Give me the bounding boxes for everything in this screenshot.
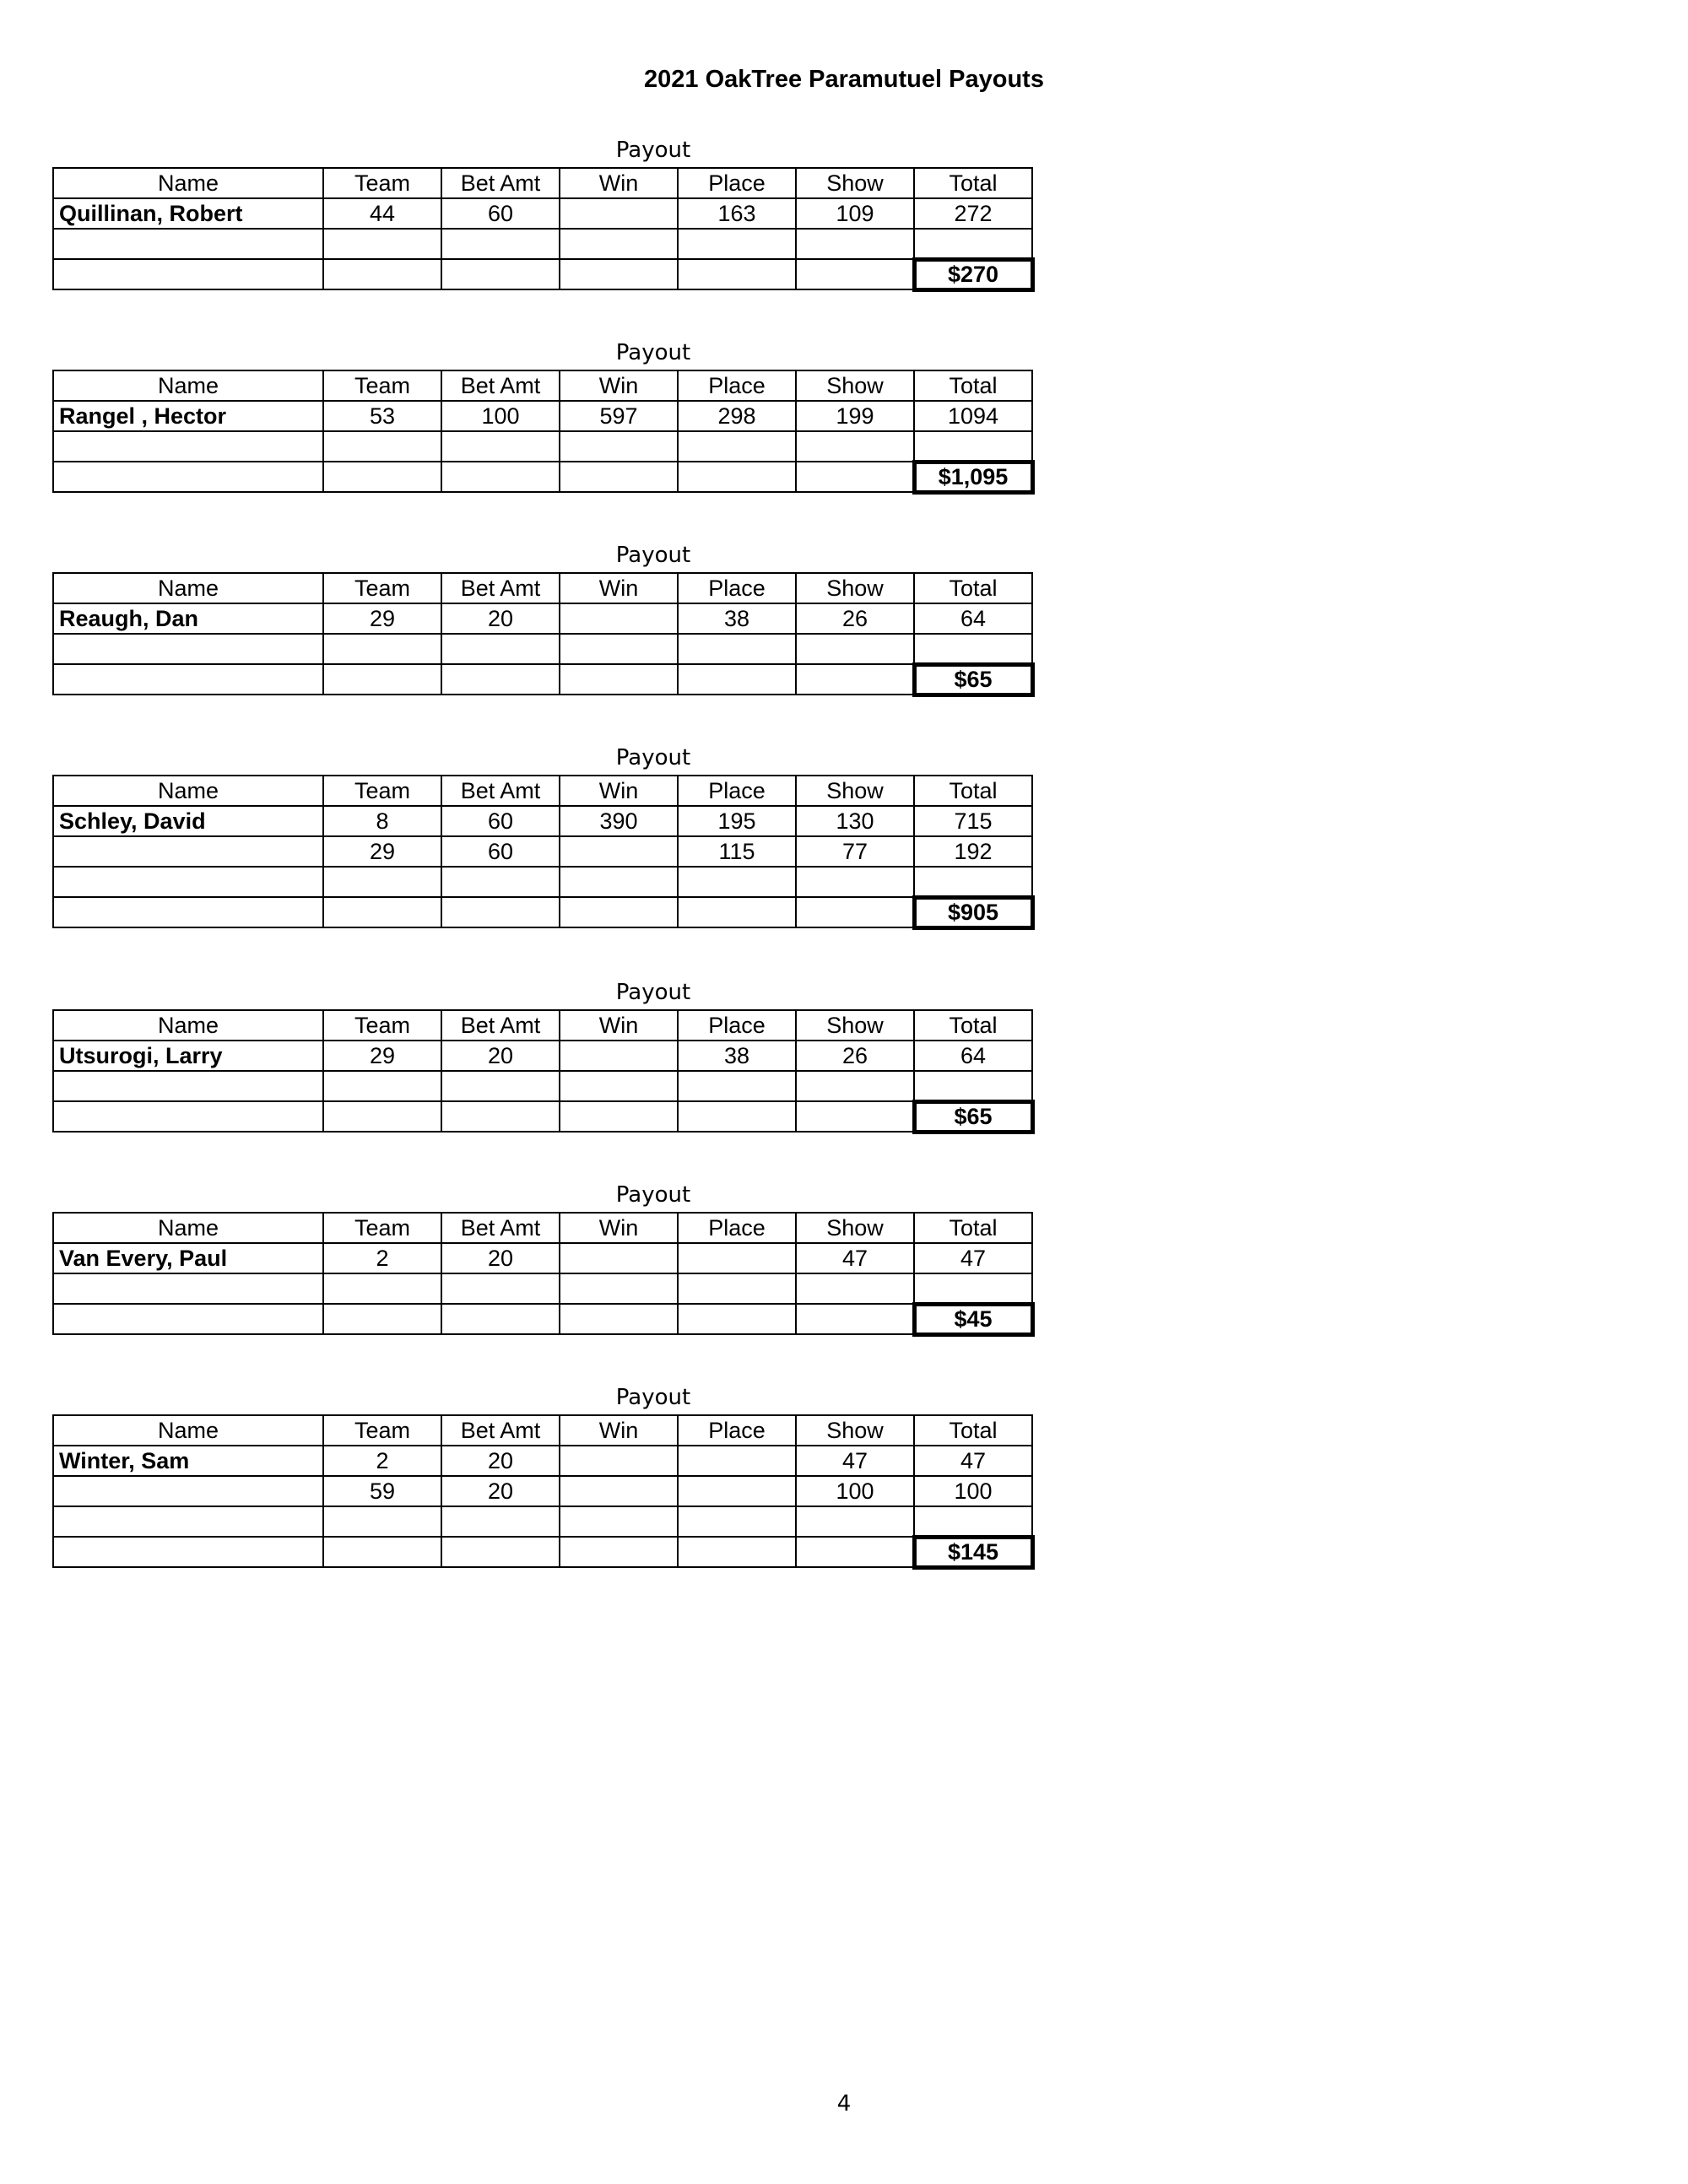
team-cell: 53	[323, 401, 441, 431]
empty-cell	[914, 867, 1032, 897]
payout-block	[52, 741, 1035, 930]
empty-cell	[441, 462, 560, 492]
show-cell: 77	[796, 836, 914, 867]
empty-cell	[796, 229, 914, 259]
grand-total-row	[53, 1101, 1032, 1132]
bettor-name	[53, 836, 323, 867]
total-cell: 272	[914, 198, 1032, 229]
team-cell: 2	[323, 1243, 441, 1273]
empty-cell	[53, 462, 323, 492]
win-cell	[560, 1476, 678, 1506]
column-header: Total	[914, 1213, 1032, 1243]
empty-cell	[796, 1304, 914, 1334]
empty-cell	[914, 229, 1032, 259]
empty-cell	[323, 664, 441, 695]
empty-cell	[678, 897, 796, 927]
column-header: Place	[678, 370, 796, 401]
document-title: 2021 OakTree Paramutuel Payouts	[644, 66, 1044, 93]
payout-table	[52, 167, 1035, 292]
empty-cell	[796, 867, 914, 897]
payout-label: Payout	[615, 340, 691, 365]
table-header-row	[53, 1213, 1032, 1243]
win-cell: 390	[560, 806, 678, 836]
show-cell: 109	[796, 198, 914, 229]
column-header: Place	[678, 1415, 796, 1446]
column-header: Team	[323, 573, 441, 603]
empty-cell	[323, 867, 441, 897]
empty-cell	[441, 867, 560, 897]
table-row	[53, 836, 1032, 867]
win-cell	[560, 1446, 678, 1476]
empty-cell	[560, 462, 678, 492]
column-header: Place	[678, 1213, 796, 1243]
win-cell	[560, 198, 678, 229]
show-cell: 26	[796, 1041, 914, 1071]
column-header: Name	[53, 1415, 323, 1446]
empty-cell	[441, 1071, 560, 1101]
empty-cell	[796, 1071, 914, 1101]
empty-cell	[560, 431, 678, 462]
empty-cell	[678, 1304, 796, 1334]
column-header: Total	[914, 1415, 1032, 1446]
column-header: Win	[560, 370, 678, 401]
show-cell: 47	[796, 1243, 914, 1273]
column-header: Win	[560, 168, 678, 198]
bettor-name: Reaugh, Dan	[53, 603, 323, 634]
empty-cell	[796, 1101, 914, 1132]
empty-cell	[53, 1506, 323, 1537]
column-header: Team	[323, 776, 441, 806]
grand-total-cell: $65	[914, 664, 1032, 695]
column-header: Team	[323, 370, 441, 401]
payout-block	[52, 336, 1035, 495]
team-cell: 29	[323, 603, 441, 634]
empty-cell	[678, 664, 796, 695]
grand-total-cell: $905	[914, 897, 1032, 927]
column-header: Bet Amt	[441, 1213, 560, 1243]
grand-total-cell: $65	[914, 1101, 1032, 1132]
empty-cell	[323, 1304, 441, 1334]
bet-cell: 20	[441, 603, 560, 634]
table-row	[53, 401, 1032, 431]
empty-cell	[796, 634, 914, 664]
empty-cell	[914, 634, 1032, 664]
total-cell: 1094	[914, 401, 1032, 431]
column-header: Place	[678, 776, 796, 806]
empty-cell	[323, 462, 441, 492]
column-header: Place	[678, 1010, 796, 1041]
empty-cell	[678, 1101, 796, 1132]
empty-cell	[53, 634, 323, 664]
empty-cell	[53, 664, 323, 695]
win-cell: 597	[560, 401, 678, 431]
empty-cell	[560, 259, 678, 289]
total-cell: 100	[914, 1476, 1032, 1506]
show-cell: 47	[796, 1446, 914, 1476]
empty-cell	[53, 259, 323, 289]
column-header: Name	[53, 573, 323, 603]
empty-cell	[914, 1071, 1032, 1101]
bet-cell: 20	[441, 1243, 560, 1273]
empty-cell	[678, 1506, 796, 1537]
total-cell: 64	[914, 1041, 1032, 1071]
empty-cell	[678, 634, 796, 664]
column-header: Show	[796, 1010, 914, 1041]
bettor-name	[53, 1476, 323, 1506]
table-header-row	[53, 776, 1032, 806]
empty-cell	[796, 431, 914, 462]
bettor-name: Utsurogi, Larry	[53, 1041, 323, 1071]
bettor-name: Rangel , Hector	[53, 401, 323, 431]
place-cell: 38	[678, 1041, 796, 1071]
empty-cell	[560, 1304, 678, 1334]
payout-label: Payout	[615, 980, 691, 1005]
payout-block	[52, 1178, 1035, 1337]
column-header: Name	[53, 168, 323, 198]
grand-total-row	[53, 259, 1032, 289]
empty-cell	[323, 1101, 441, 1132]
column-header: Bet Amt	[441, 1010, 560, 1041]
column-header: Win	[560, 1010, 678, 1041]
empty-row	[53, 229, 1032, 259]
column-header: Show	[796, 370, 914, 401]
empty-cell	[323, 229, 441, 259]
bettor-name: Schley, David	[53, 806, 323, 836]
bet-cell: 100	[441, 401, 560, 431]
place-cell	[678, 1243, 796, 1273]
column-header: Total	[914, 1010, 1032, 1041]
payout-block	[52, 1381, 1035, 1570]
place-cell: 163	[678, 198, 796, 229]
column-header: Total	[914, 370, 1032, 401]
empty-cell	[914, 431, 1032, 462]
payout-label: Payout	[615, 1182, 691, 1208]
column-header: Show	[796, 168, 914, 198]
total-cell: 47	[914, 1243, 1032, 1273]
grand-total-row	[53, 462, 1032, 492]
column-header: Bet Amt	[441, 573, 560, 603]
show-cell: 100	[796, 1476, 914, 1506]
bet-cell: 20	[441, 1041, 560, 1071]
empty-cell	[796, 259, 914, 289]
bettor-name: Quillinan, Robert	[53, 198, 323, 229]
empty-cell	[323, 634, 441, 664]
empty-cell	[796, 1506, 914, 1537]
table-header-row	[53, 168, 1032, 198]
empty-cell	[678, 431, 796, 462]
grand-total-row	[53, 1304, 1032, 1334]
column-header: Team	[323, 168, 441, 198]
payout-block	[52, 976, 1035, 1134]
empty-cell	[53, 229, 323, 259]
empty-cell	[560, 1273, 678, 1304]
payout-table	[52, 572, 1035, 697]
empty-cell	[560, 867, 678, 897]
total-cell: 47	[914, 1446, 1032, 1476]
empty-cell	[796, 462, 914, 492]
empty-cell	[678, 1537, 796, 1567]
payout-table	[52, 1414, 1035, 1570]
payout-label: Payout	[615, 1385, 691, 1410]
bet-cell: 60	[441, 198, 560, 229]
payout-table	[52, 1009, 1035, 1134]
bet-cell: 60	[441, 806, 560, 836]
empty-cell	[560, 664, 678, 695]
empty-cell	[441, 1273, 560, 1304]
empty-row	[53, 1506, 1032, 1537]
empty-cell	[441, 1304, 560, 1334]
table-header-row	[53, 1415, 1032, 1446]
total-cell: 64	[914, 603, 1032, 634]
win-cell	[560, 836, 678, 867]
column-header: Win	[560, 776, 678, 806]
team-cell: 2	[323, 1446, 441, 1476]
column-header: Total	[914, 776, 1032, 806]
place-cell: 195	[678, 806, 796, 836]
empty-cell	[678, 229, 796, 259]
empty-cell	[53, 867, 323, 897]
empty-cell	[678, 462, 796, 492]
empty-row	[53, 1273, 1032, 1304]
win-cell	[560, 1243, 678, 1273]
column-header: Name	[53, 776, 323, 806]
empty-cell	[323, 259, 441, 289]
table-header-row	[53, 573, 1032, 603]
empty-cell	[560, 1071, 678, 1101]
empty-cell	[560, 1537, 678, 1567]
table-row	[53, 198, 1032, 229]
grand-total-cell: $1,095	[914, 462, 1032, 492]
empty-cell	[441, 634, 560, 664]
column-header: Bet Amt	[441, 1415, 560, 1446]
column-header: Total	[914, 168, 1032, 198]
empty-cell	[53, 1537, 323, 1567]
column-header: Total	[914, 573, 1032, 603]
empty-cell	[53, 1071, 323, 1101]
empty-cell	[678, 867, 796, 897]
payout-table	[52, 775, 1035, 930]
column-header: Show	[796, 776, 914, 806]
empty-cell	[53, 897, 323, 927]
column-header: Win	[560, 1415, 678, 1446]
empty-cell	[441, 664, 560, 695]
empty-cell	[323, 1537, 441, 1567]
empty-cell	[441, 1506, 560, 1537]
empty-cell	[560, 634, 678, 664]
empty-cell	[441, 259, 560, 289]
table-row	[53, 1446, 1032, 1476]
grand-total-row	[53, 664, 1032, 695]
place-cell: 298	[678, 401, 796, 431]
team-cell: 29	[323, 1041, 441, 1071]
column-header: Place	[678, 573, 796, 603]
column-header: Bet Amt	[441, 370, 560, 401]
bet-cell: 20	[441, 1446, 560, 1476]
table-header-row	[53, 370, 1032, 401]
empty-cell	[323, 897, 441, 927]
payout-block	[52, 538, 1035, 697]
empty-row	[53, 431, 1032, 462]
total-cell: 192	[914, 836, 1032, 867]
empty-cell	[441, 897, 560, 927]
empty-cell	[560, 1101, 678, 1132]
table-header-row	[53, 1010, 1032, 1041]
column-header: Bet Amt	[441, 776, 560, 806]
column-header: Name	[53, 370, 323, 401]
bet-cell: 20	[441, 1476, 560, 1506]
empty-cell	[796, 664, 914, 695]
column-header: Show	[796, 1213, 914, 1243]
payout-label: Payout	[615, 138, 691, 163]
table-row	[53, 603, 1032, 634]
show-cell: 199	[796, 401, 914, 431]
empty-row	[53, 867, 1032, 897]
empty-cell	[441, 229, 560, 259]
table-row	[53, 1476, 1032, 1506]
empty-cell	[560, 229, 678, 259]
grand-total-row	[53, 897, 1032, 927]
column-header: Team	[323, 1415, 441, 1446]
empty-cell	[53, 1304, 323, 1334]
empty-cell	[323, 1273, 441, 1304]
empty-row	[53, 634, 1032, 664]
empty-cell	[796, 1273, 914, 1304]
empty-cell	[53, 431, 323, 462]
empty-cell	[441, 1101, 560, 1132]
column-header: Place	[678, 168, 796, 198]
payout-label: Payout	[615, 543, 691, 568]
empty-cell	[796, 897, 914, 927]
empty-cell	[796, 1537, 914, 1567]
empty-cell	[323, 1506, 441, 1537]
column-header: Bet Amt	[441, 168, 560, 198]
grand-total-cell: $45	[914, 1304, 1032, 1334]
table-row	[53, 1041, 1032, 1071]
column-header: Team	[323, 1213, 441, 1243]
payout-label: Payout	[615, 745, 691, 770]
bet-cell: 60	[441, 836, 560, 867]
team-cell: 44	[323, 198, 441, 229]
empty-cell	[678, 259, 796, 289]
empty-cell	[441, 431, 560, 462]
grand-total-cell: $145	[914, 1537, 1032, 1567]
column-header: Win	[560, 1213, 678, 1243]
grand-total-row	[53, 1537, 1032, 1567]
place-cell	[678, 1476, 796, 1506]
place-cell	[678, 1446, 796, 1476]
column-header: Win	[560, 573, 678, 603]
column-header: Show	[796, 1415, 914, 1446]
empty-cell	[53, 1273, 323, 1304]
bettor-name: Winter, Sam	[53, 1446, 323, 1476]
payout-table	[52, 370, 1035, 495]
empty-cell	[441, 1537, 560, 1567]
table-row	[53, 1243, 1032, 1273]
empty-cell	[323, 1071, 441, 1101]
payout-block	[52, 133, 1035, 292]
place-cell: 115	[678, 836, 796, 867]
empty-cell	[323, 431, 441, 462]
empty-cell	[914, 1273, 1032, 1304]
bettor-name: Van Every, Paul	[53, 1243, 323, 1273]
column-header: Team	[323, 1010, 441, 1041]
payout-table	[52, 1212, 1035, 1337]
win-cell	[560, 603, 678, 634]
place-cell: 38	[678, 603, 796, 634]
grand-total-cell: $270	[914, 259, 1032, 289]
empty-cell	[678, 1273, 796, 1304]
empty-cell	[53, 1101, 323, 1132]
team-cell: 29	[323, 836, 441, 867]
table-row	[53, 806, 1032, 836]
empty-cell	[560, 897, 678, 927]
total-cell: 715	[914, 806, 1032, 836]
page-number: 4	[836, 2091, 852, 2116]
team-cell: 8	[323, 806, 441, 836]
empty-cell	[678, 1071, 796, 1101]
empty-cell	[560, 1506, 678, 1537]
empty-row	[53, 1071, 1032, 1101]
column-header: Name	[53, 1213, 323, 1243]
show-cell: 26	[796, 603, 914, 634]
show-cell: 130	[796, 806, 914, 836]
team-cell: 59	[323, 1476, 441, 1506]
empty-cell	[914, 1506, 1032, 1537]
column-header: Name	[53, 1010, 323, 1041]
win-cell	[560, 1041, 678, 1071]
column-header: Show	[796, 573, 914, 603]
